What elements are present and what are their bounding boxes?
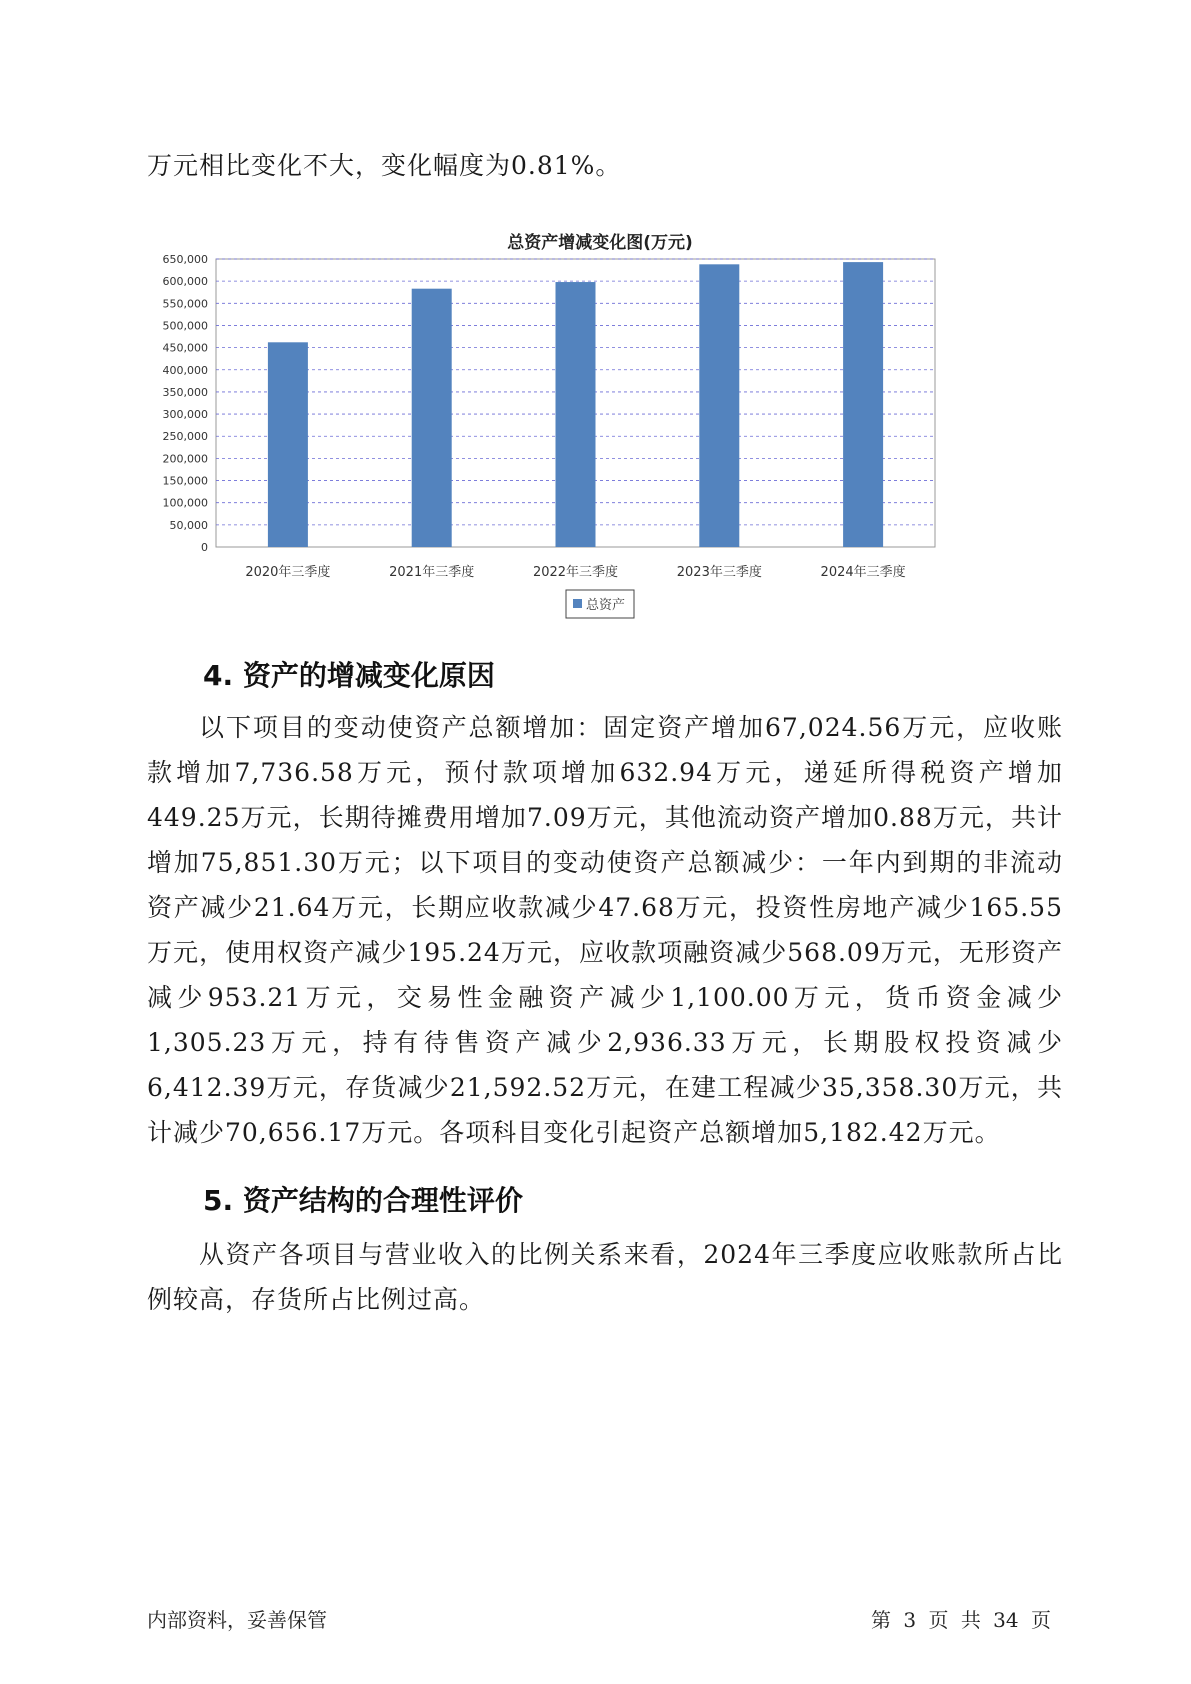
bar-3: [556, 282, 596, 547]
total-assets-chart: [160, 226, 1040, 686]
chart-title: 总资产增减变化图(万元): [507, 233, 693, 253]
y-tick-label: 550,000: [162, 297, 208, 311]
intro-paragraph: 万元相比变化不大，变化幅度为0.81%。: [147, 151, 622, 180]
bar-2: [412, 289, 452, 547]
y-tick-label: 350,000: [162, 385, 208, 399]
y-tick-label: 450,000: [162, 341, 208, 355]
y-tick-label: 600,000: [162, 275, 208, 289]
x-tick-label: 2023年三季度: [676, 565, 762, 580]
section-5-body: 从资产各项目与营业收入的比例关系来看，2024年三季度应收账款所占比例较高，存货所占比例过高。: [147, 1240, 1063, 1314]
section-5-heading: 5. 资产结构的合理性评价: [203, 1184, 523, 1217]
legend-swatch-total-assets: [573, 599, 582, 608]
bar-4: [699, 264, 739, 547]
chart-svg: [160, 226, 1040, 686]
y-tick-label: 300,000: [162, 408, 208, 422]
x-tick-label: 2020年三季度: [245, 565, 331, 580]
x-tick-label: 2024年三季度: [820, 565, 906, 580]
section-4-body: 以下项目的变动使资产总额增加：固定资产增加67,024.56万元，应收账款增加7,736.58万元，预付款项增加632.94万元，递延所得税资产增加449.25万元，长期待摊费用增加7.09万元，其他流动资产增加0.88万元，共计增加75,851.30万元；以下项目的变动使资产总额减少：一年内到期的非流动资产减少21.64万元，长期应收款减少47.68万元，投资性房地产减少165.55万元，使用权资产减少195.24万元，应收款项融资减少568.09万元，无形资产减少953.21万元，交易性金融资产减少1,100.00万元，货币资金减少1,305.23万元，持有待售资产减少2,936.33万元，长期股权投资减少6,412.39万元，存货减少21,592.52万元，在建工程减少35,358.30万元，共计减少70,656.17万元。各项科目变化引起资产总额增加5,182.42万元。: [147, 713, 1063, 1147]
y-tick-label: 650,000: [162, 253, 208, 266]
y-tick-label: 200,000: [162, 452, 208, 466]
y-tick-label: 0: [201, 541, 208, 554]
y-tick-label: 150,000: [162, 474, 208, 488]
y-tick-label: 500,000: [162, 319, 208, 333]
plot-area: [163, 253, 936, 580]
bar-5: [843, 262, 883, 547]
x-tick-label: 2021年三季度: [389, 565, 475, 580]
legend-label-total-assets: 总资产: [586, 598, 626, 613]
y-tick-label: 50,000: [169, 518, 208, 532]
section-4-heading: 4. 资产的增减变化原因: [203, 659, 495, 692]
footer-confidential-note: 内部资料，妥善保管: [147, 1608, 327, 1632]
chart-legend: [566, 590, 634, 618]
bar-1: [268, 342, 308, 547]
y-tick-label: 250,000: [162, 430, 208, 444]
y-tick-label: 100,000: [162, 496, 208, 510]
footer-page-number: 第 3 页 共 34 页: [871, 1608, 1051, 1632]
x-tick-label: 2022年三季度: [532, 565, 619, 580]
y-tick-label: 400,000: [162, 363, 208, 377]
